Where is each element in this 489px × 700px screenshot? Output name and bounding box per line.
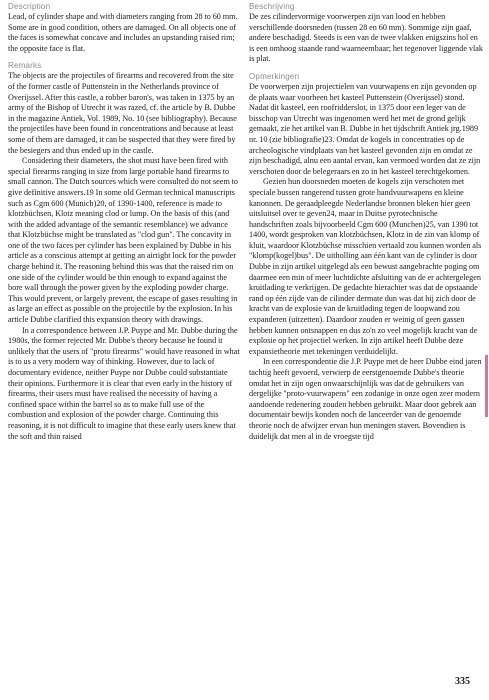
remarks-heading: Remarks [8,61,42,71]
opmerkingen-paragraph: Gezien hun doorsneden moeten de kogels zijn verschoten met speciale bussen rangerend tussen grote handvuurwapens en kleine kanonnen. De geraadpleegde Nederlandse bronnen bleken hier geen uitsluitsel over te geven24, maar in Duitse pyrotechnische handschriften zoals bijvoorbeeld Cgm 600 (Munchen)25, van 1390 tot 1400, wordt gesproken van klotzbüchsen, Klotz in de zin van klomp of kluit, waardoor Klotzbüchse misschien vertaald zou kunnen worden als "klomp(kogel)bus". De uitholling aan één kant van de cylinder is door Dubbe in zijn artikel uitgelegd als een bewust aangebrachte poging om daarmee een min of meer luchtdichte afsluiting van de er achtergelegen kruitlading te verkrijgen. De gedachte hierachter was dat de opstaande rand op één zijde van de cilinder dermate dun was dat hij zich door de kracht van de explosie van de kruitlading tegen de loopwand zou expanderen (uitzetten). Daardoor zouden er weinig of geen gassen hebben kunnen ontsnappen en dus zo'n zo veel mogelijk kracht van de explosie op het projectiel werken. In zijn artikel heeft Dubbe deze expansietheorie met tekeningen verduidelijkt. [249,177,482,356]
opmerkingen-paragraph: In een correspondentie die J.P. Puype met de heer Dubbe eind jaren tachtig heeft gevoerd, verwierp de eerstgenoemde Dubbe's theorie omdat het in zijn ogen onwaarschijnlijk was dat de gebruikers van dergelijke "proto-vuurwapens" een zodanige in onze ogen zeer modern aandoende redenering zouden hebben gebruikt. Maar door gebrek aan documentair bewijs konden noch de lanceerder van de genoemde theorie noch de afwijzer ervan hun meningen staven. Bovendien is duidelijk dat men al in de vroegste tijd [249,357,482,441]
english-column [8,2,240,442]
beschrijving-heading: Beschrijving [249,2,295,11]
description-text: Lead, of cylinder shape and with diameters ranging from 28 to 60 mm. Some are in good condition, others are damaged. On all objects one of the faces is somewhat concave and includes an upstanding raised rim; the opposite face is flat. [8,12,238,53]
remarks-paragraph: The objects are the projectiles of firearms and recovered from the site of the former castle of Puttenstein in the Netherlands province of Overijssel. After this castle, a robber baron's, was taken in 1375 by an army of the Bishop of Utrecht it was razed, cf. the article by B. Dubbe in the magazine Antiek, Vol. 1989, No. 10 (see bibliography). Because the projectiles have been found in concentrations and because at least some of them are damaged, it can be suspected that they were fired by the besiegers and thus ended up in the castle. [8,71,237,155]
opmerkingen-heading: Opmerkingen [249,71,300,81]
beschrijving-text: De zes cilindervormige voorwerpen zijn van lood en hebben verschillende doorsneden (tussen 28 en 60 mm). Sommige zijn gaaf, andere beschadigd. Steeds is een van de twee vlakken enigszins hol en is een omhoog staande rand waarneembaar; het tegenover liggende vlak is plat. [249,12,483,64]
remarks-paragraph: Considering their diameters, the shot must have been fired with special firearms ranging in size from large portable hand firearms to small cannon. The Dutch sources which were consulted do not seem to give definitive answers.19 In some old German technical manuscripts such as Cgm 600 (Munich)20, of 1390-1400, reference is made to klotzbüchsen, Klotz meaning clod or lump. On the basis of this (and with the added advantage of the semantic resemblance) we advance that Klotzbüchse might be translated as "clod gun". The concavity in one of the two faces per cylinder has been explained by Dubbe in his article as a conscious attempt at getting an airtight lock for the powder charge behind it. The reasoning behind this was that the raised rim on one side of the cylinder would be thin enough to expand against the bore wall through the power given by the exploding powder charge. This would prevent, or largely prevent, the escape of gases resulting in as large an effect as possible on the projectile by the explosion. In his article Dubbe clarified this expansion theory with drawings. [8,156,239,325]
remarks-paragraph: In a correspondence between J.P. Puype and Mr. Dubbe during the 1980s, the former rejected Mr. Dubbe's theory because he found it unlikely that the users of "proto firearms" would have reasoned in what is to us a very modern way of thinking. However, due to lack of documentary evidence, neither Puype nor Dubbe could substantiate their opinions. Furthermore it is clear that even early in the history of firearms, their users must have realised the necessity of having a confined space within the barrel so as to make full use of the combustion and explosion of the powder charge. Continuing this reasoning, it is not difficult to imagine that these early users knew that the soft and thin raised [8,325,240,441]
description-heading: Description [8,2,51,11]
dutch-column [249,2,483,442]
opmerkingen-paragraph: De voorwerpen zijn projectielen van vuurwapens en zijn gevonden op de plaats waar voorheen het kasteel Puttenstein (Overijssel) stond. Nadat dit kasteel, een roofridderslot, in 1375 door een leger van de bisschop van Utrecht was ingenomen werd het met de grond gelijk gemaakt, zie het artikel van B. Dubbe in het tijdschrift Antiek jrg.1989 nr. 10 (zie bibliografie)23. Omdat de kogels in concentraties op de archeologische vindplaats van het kasteel gevonden zijn en omdat ze zijn beschadigd, alnu een aantal ervan, kan vermoed worden dat ze zijn verschoten door de belegeraars en zo in het kasteel terechtgekomen. [249,81,481,176]
margin-color-mark [485,355,488,417]
page-number: 335 [455,676,470,687]
